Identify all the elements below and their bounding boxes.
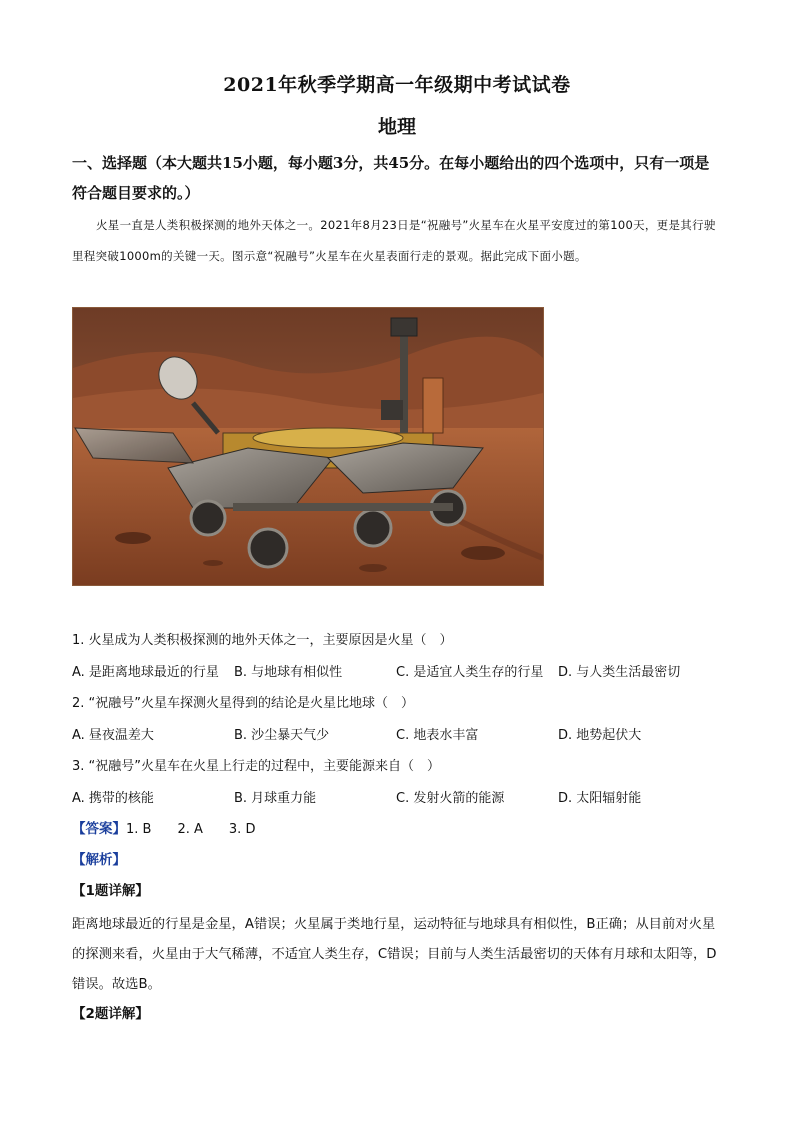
- question-2-option-a: A. 昼夜温差大: [72, 728, 154, 743]
- question-3-option-b: B. 月球重力能: [234, 791, 317, 806]
- question-1-option-b: B. 与地球有相似性: [234, 665, 343, 680]
- answer-2: 2. A: [177, 822, 203, 837]
- question-2-stem: 2. “祝融号”火星车探测火星得到的结论是火星比地球（ ）: [72, 696, 415, 711]
- mars-rover-image: [72, 307, 544, 586]
- question-3-option-d: D. 太阳辐射能: [558, 791, 642, 806]
- question-1-option-d: D. 与人类生活最密切: [558, 665, 681, 680]
- exam-title: 2021年秋季学期高一年级期中考试试卷: [223, 74, 571, 96]
- question-2-option-c: C. 地表水丰富: [396, 728, 479, 743]
- question-1-stem: 1. 火星成为人类积极探测的地外天体之一，主要原因是火星（ ）: [72, 633, 453, 648]
- q1-detail-text: 距离地球最近的行星是金星，A错误；火星属于类地行星，运动特征与地球具有相似性，B正确；从目前对火星的探测来看，火星由于大气稀薄，不适宜人类生存，C错误；目前与人类生活最密切的天体有月球和太阳等，D错误。故选B。: [72, 917, 717, 992]
- q2-detail-heading: 【2题详解】: [72, 1006, 149, 1022]
- question-3-option-c: C. 发射火箭的能源: [396, 791, 505, 806]
- answer-label: 【答案】: [72, 821, 126, 837]
- analysis-label: 【解析】: [72, 852, 126, 868]
- question-1-option-a: A. 是距离地球最近的行星: [72, 665, 219, 680]
- question-2-option-d: D. 地势起伏大: [558, 728, 642, 743]
- exam-subject: 地理: [377, 116, 416, 138]
- answer-1: 1. B: [126, 822, 152, 837]
- answer-row: [72, 817, 255, 837]
- question-3-stem: 3. “祝融号”火星车在火星上行走的过程中，主要能源来自（ ）: [72, 759, 441, 774]
- question-1-option-c: C. 是适宜人类生存的行星: [396, 665, 544, 680]
- q1-detail-heading: 【1题详解】: [72, 883, 149, 899]
- question-2-option-b: B. 沙尘暴天气少: [234, 728, 330, 743]
- question-3-option-a: A. 携带的核能: [72, 791, 154, 806]
- answer-3: 3. D: [228, 822, 256, 837]
- reading-material: 火星一直是人类积极探测的地外天体之一。2021年8月23日是“祝融号”火星车在火星平安度过的第100天，更是其行驶里程突破1000m的关键一天。图示意“祝融号”火星车在火星表面行走的景观。据此完成下面小题。: [72, 218, 716, 263]
- section-heading: 一、选择题（本大题共15小题，每小题3分，共45分。在每小题给出的四个选项中，只有一项是符合题目要求的。）: [72, 154, 710, 202]
